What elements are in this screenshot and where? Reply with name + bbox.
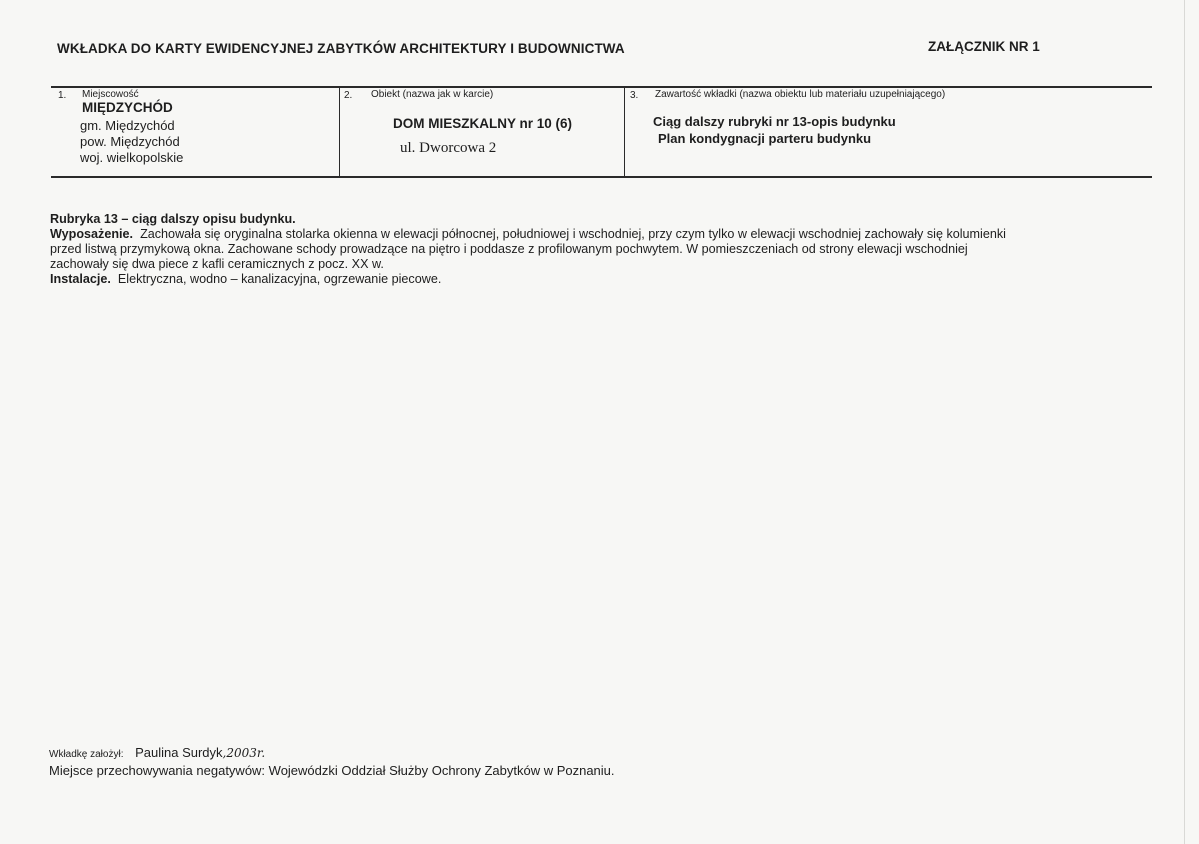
contents-line-2: Plan kondygnacji parteru budynku xyxy=(658,131,872,146)
col1-number: 1. xyxy=(58,90,67,101)
object-name: DOM MIESZKALNY nr 10 (6) xyxy=(393,116,573,131)
col3-number: 3. xyxy=(630,90,639,101)
equipment-line-3: zachowały się dwa piece z kafli ceramicznych z pocz. XX w. xyxy=(50,257,384,271)
col3-label: Zawartość wkładki (nazwa obiektu lub materiału uzupełniającego) xyxy=(655,89,946,100)
commune-line: gm. Międzychód xyxy=(80,118,175,133)
col2-label: Obiekt (nazwa jak w karcie) xyxy=(371,89,494,100)
column-divider-2 xyxy=(624,87,625,178)
col2-number: 2. xyxy=(344,90,353,101)
annex-number: ZAŁĄCZNIK NR 1 xyxy=(928,39,1040,54)
author-date: ,2003r. xyxy=(222,746,266,760)
table-top-rule xyxy=(51,86,1152,88)
town-name: MIĘDZYCHÓD xyxy=(82,100,173,115)
county-line: pow. Międzychód xyxy=(80,134,180,149)
installations-text: Elektryczna, wodno – kanalizacyjna, ogrzewanie piecowe. xyxy=(117,272,442,286)
equipment-label: Wyposażenie. xyxy=(50,227,134,241)
page-edge xyxy=(1184,0,1185,844)
table-bottom-rule xyxy=(51,176,1152,178)
object-address: ul. Dworcowa 2 xyxy=(400,140,497,156)
author-line xyxy=(49,745,265,760)
author-name: Paulina Surdyk xyxy=(135,745,223,760)
equipment-line-2: przed listwą przymykową okna. Zachowane schody prowadzące na piętro i poddasze z profilowanym pochwytem. W pomieszczeniach od strony elewacji wschodniej xyxy=(50,242,968,256)
province-line: woj. wielkopolskie xyxy=(80,150,184,165)
author-label: Wkładkę założył: xyxy=(49,749,124,760)
column-divider-1 xyxy=(339,87,340,178)
page-title: WKŁADKA DO KARTY EWIDENCYJNEJ ZABYTKÓW ARCHITEKTURY I BUDOWNICTWA xyxy=(57,41,625,56)
description-body xyxy=(50,212,1160,287)
equipment-line-1: Zachowała się oryginalna stolarka okienna w elewacji północnej, południowej i wschodniej, przy czym tylko w elewacji wschodniej zachowały się kolumienki xyxy=(140,227,1006,241)
negatives-location: Miejsce przechowywania negatywów: Wojewódzki Oddział Służby Ochrony Zabytków w Poznaniu. xyxy=(49,763,615,778)
installations-label: Instalacje. xyxy=(50,272,111,286)
section-heading: Rubryka 13 – ciąg dalszy opisu budynku. xyxy=(50,212,296,226)
contents-line-1: Ciąg dalszy rubryki nr 13-opis budynku xyxy=(653,114,896,129)
col1-label: Miejscowość xyxy=(82,89,139,100)
